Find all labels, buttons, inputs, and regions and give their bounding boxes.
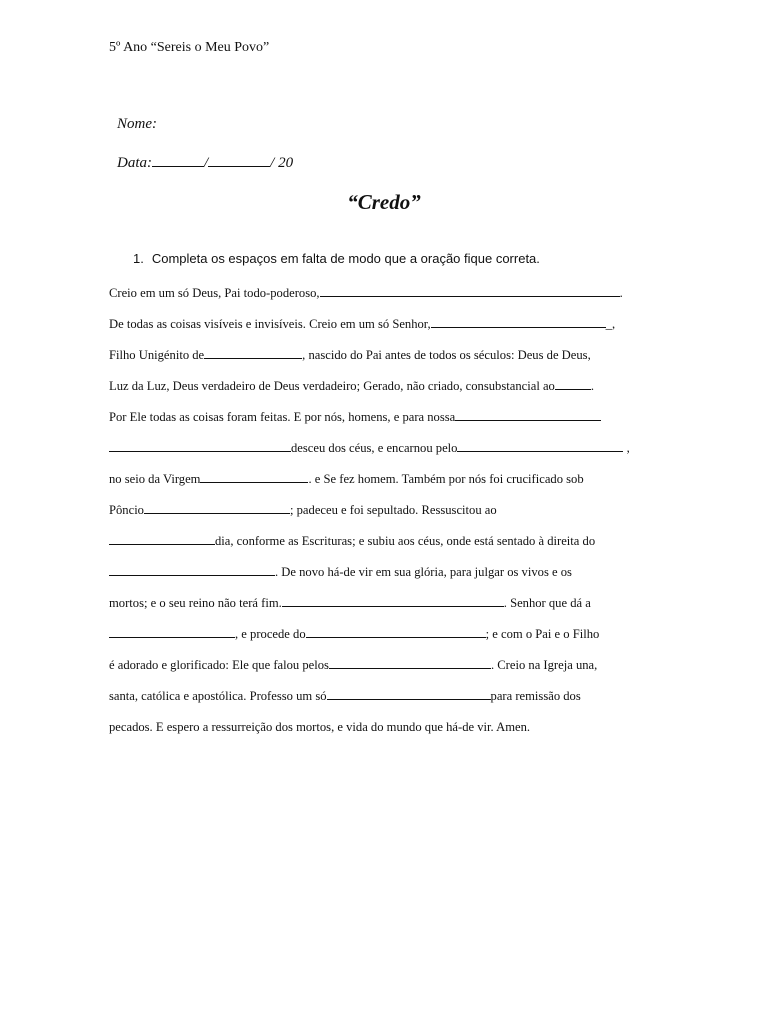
line-text: .	[590, 379, 595, 393]
line-text: para remissão dos	[490, 689, 581, 703]
line-text: Pôncio	[109, 503, 144, 517]
line-text: Filho Unigénito de	[109, 348, 205, 362]
line-text: . De novo há-de vir em sua glória, para julgar os vivos e os	[275, 565, 572, 579]
line-text: é adorado e glorificado: Ele que falou pelos	[109, 658, 329, 672]
fill-blank[interactable]	[282, 594, 504, 607]
text-line	[109, 377, 659, 395]
fill-blank[interactable]	[204, 346, 302, 359]
line-text: ; padeceu e foi sepultado. Ressuscitou ao	[289, 503, 497, 517]
line-text: .	[619, 286, 623, 300]
date-month-blank[interactable]	[208, 152, 270, 167]
text-line	[109, 656, 659, 674]
line-text: pecados. E espero a ressurreição dos mortos, e vida do mundo que há-de vir. Amen.	[109, 720, 531, 734]
fill-blank[interactable]	[109, 532, 215, 545]
line-text: dia, conforme as Escrituras; e subiu aos céus, onde está sentado à direita do	[215, 534, 596, 548]
text-line	[109, 532, 659, 550]
line-text: . e Se fez homem. Também por nós foi crucificado sob	[308, 472, 584, 486]
date-year: 20	[274, 155, 294, 171]
fill-blank[interactable]	[306, 625, 486, 638]
fill-blank[interactable]	[144, 501, 290, 514]
fill-blank[interactable]	[320, 284, 620, 297]
text-line	[109, 501, 659, 519]
text-line	[109, 346, 659, 364]
date-separator: /	[204, 155, 209, 171]
date-label: Data:	[117, 155, 152, 171]
instruction	[133, 251, 540, 266]
line-text: ; e com o Pai e o Filho	[485, 627, 600, 641]
fill-blank[interactable]	[329, 656, 491, 669]
name-field	[117, 116, 157, 133]
line-text: , e procede do	[235, 627, 306, 641]
line-text: . Senhor que dá a	[503, 596, 591, 610]
line-text: no seio da Virgem	[109, 472, 201, 486]
line-text: Por Ele todas as coisas foram feitas. E por nós, homens, e para nossa	[109, 410, 456, 424]
fill-blank[interactable]	[457, 439, 623, 452]
text-line	[109, 687, 659, 705]
line-text: desceu dos céus, e encarnou pelo	[291, 441, 458, 455]
line-text: mortos; e o seu reino não terá fim.	[109, 596, 282, 610]
text-line	[109, 594, 659, 612]
class-header: 5º Ano “Sereis o Meu Povo”	[109, 40, 270, 55]
fill-blank[interactable]	[109, 625, 235, 638]
date-field	[117, 152, 293, 172]
text-line	[109, 408, 659, 426]
line-text: _,	[605, 317, 616, 331]
text-line	[109, 439, 659, 457]
fill-blank[interactable]	[555, 377, 591, 390]
line-text: De todas as coisas visíveis e invisíveis. Creio em um só Senhor,	[109, 317, 431, 331]
fill-blank[interactable]	[455, 408, 601, 421]
fill-blank[interactable]	[200, 470, 308, 483]
date-day-blank[interactable]	[152, 152, 204, 167]
text-line	[109, 718, 659, 736]
line-text: Luz da Luz, Deus verdadeiro de Deus verdadeiro; Gerado, não criado, consubstancial ao	[109, 379, 555, 393]
fill-blank[interactable]	[109, 439, 291, 452]
text-line	[109, 315, 659, 333]
line-text: Creio em um só Deus, Pai todo-poderoso,	[109, 286, 320, 300]
text-line	[109, 470, 659, 488]
text-line	[109, 284, 659, 302]
instruction-number: 1.	[133, 251, 144, 266]
line-text: ,	[623, 441, 630, 455]
fill-blank[interactable]	[109, 563, 275, 576]
text-line	[109, 625, 659, 643]
instruction-text: Completa os espaços em falta de modo que a oração fique correta.	[151, 251, 540, 266]
date-separator: /	[270, 155, 275, 171]
line-text: . Creio na Igreja una,	[490, 658, 598, 672]
text-line	[109, 563, 659, 581]
page-title: “Credo”	[347, 190, 421, 214]
name-label: Nome:	[117, 116, 157, 132]
line-text: , nascido do Pai antes de todos os séculos: Deus de Deus,	[302, 348, 591, 362]
fill-blank[interactable]	[431, 315, 606, 328]
fill-blank[interactable]	[327, 687, 491, 700]
line-text: santa, católica e apostólica. Professo um só	[109, 689, 327, 703]
